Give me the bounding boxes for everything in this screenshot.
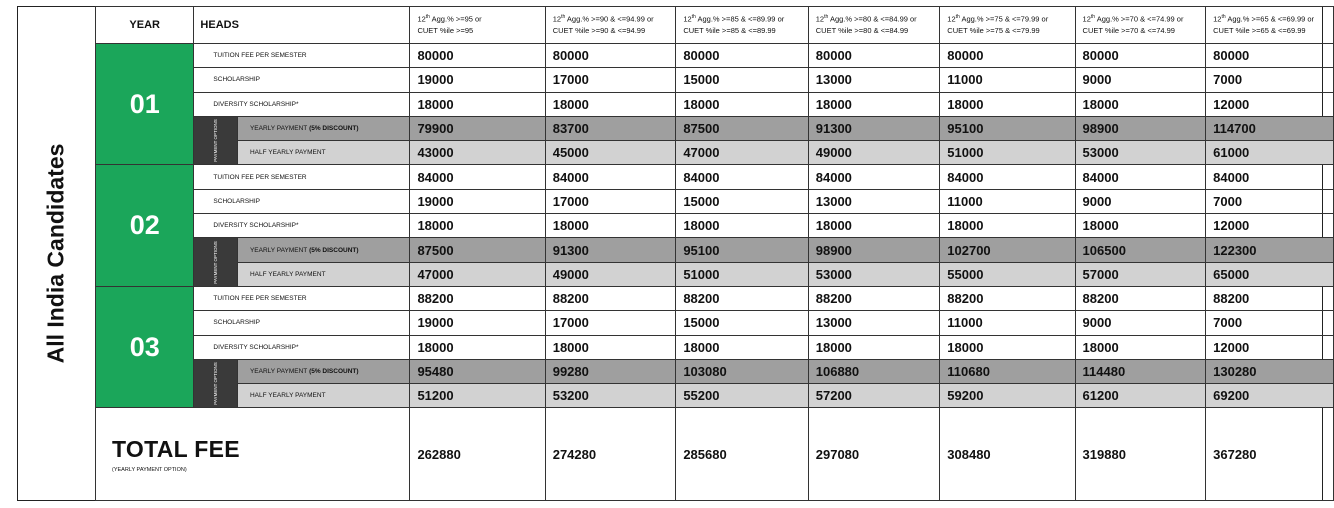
fee-value: 84000 <box>410 165 545 189</box>
fee-value: 84000 <box>1075 165 1206 189</box>
fee-value: 13000 <box>808 311 940 335</box>
fee-value: 9000 <box>1075 68 1206 92</box>
fee-value: 84000 <box>545 165 676 189</box>
fee-value: 17000 <box>545 311 676 335</box>
fee-value: 57200 <box>808 384 940 408</box>
fee-value: 61000 <box>1206 141 1334 165</box>
fee-row <box>96 141 1334 165</box>
fee-head-label: DIVERSITY SCHOLARSHIP* <box>213 100 299 108</box>
fee-value: 18000 <box>940 214 1075 238</box>
fee-head-label: DIVERSITY SCHOLARSHIP* <box>213 222 299 230</box>
fee-value: 19000 <box>410 189 545 213</box>
fee-value: 7000 <box>1206 189 1334 213</box>
payment-options-strip <box>194 116 238 165</box>
fee-value: 7000 <box>1206 68 1334 92</box>
fee-value: 15000 <box>676 68 808 92</box>
band-header: 12th Agg.% >=65 & <=69.99 or CUET %ile >=65 & <=69.99 <box>1206 7 1334 44</box>
fee-value: 53000 <box>1075 141 1206 165</box>
total-value: 367280 <box>1206 408 1334 501</box>
payment-options-strip <box>194 238 238 287</box>
fee-table <box>95 6 1334 501</box>
fee-value: 87500 <box>410 238 545 262</box>
fee-value: 80000 <box>1206 44 1334 68</box>
fee-value: 18000 <box>676 92 808 116</box>
fee-value: 95100 <box>676 238 808 262</box>
fee-value: 18000 <box>545 335 676 359</box>
fee-head-label: YEARLY PAYMENT <box>249 246 308 254</box>
fee-head <box>237 359 410 383</box>
fee-value: 87500 <box>676 116 808 140</box>
fee-head <box>194 68 410 92</box>
fee-value: 98900 <box>808 238 940 262</box>
fee-value: 84000 <box>808 165 940 189</box>
payment-options-label: PAYMENT OPTIONS <box>213 362 219 405</box>
fee-value: 43000 <box>410 141 545 165</box>
fee-value: 84000 <box>940 165 1075 189</box>
fee-value: 57000 <box>1075 262 1206 286</box>
fee-value: 9000 <box>1075 189 1206 213</box>
fee-value: 17000 <box>545 68 676 92</box>
fee-head <box>237 116 410 140</box>
total-label: TOTAL FEE <box>112 435 240 462</box>
fee-row <box>96 359 1334 383</box>
band-header: 12th Agg.% >=75 & <=79.99 or CUET %ile >=75 & <=79.99 <box>940 7 1075 44</box>
fee-row <box>96 286 1334 310</box>
band-header: 12th Agg.% >=70 & <=74.99 or CUET %ile >=70 & <=74.99 <box>1075 7 1206 44</box>
fee-value: 91300 <box>808 116 940 140</box>
fee-head-label: SCHOLARSHIP <box>213 319 261 327</box>
payment-options-label: PAYMENT OPTIONS <box>213 240 219 284</box>
fee-value: 51000 <box>676 262 808 286</box>
fee-head <box>237 141 410 165</box>
fee-value: 106880 <box>808 359 940 383</box>
fee-value: 12000 <box>1206 214 1334 238</box>
fee-head <box>194 44 410 68</box>
fee-value: 88200 <box>676 286 808 310</box>
fee-value: 84000 <box>1206 165 1334 189</box>
fee-value: 18000 <box>940 92 1075 116</box>
fee-head <box>194 311 410 335</box>
fee-head <box>194 286 410 310</box>
fee-value: 95100 <box>940 116 1075 140</box>
fee-head-discount: (5% DISCOUNT) <box>307 246 359 254</box>
total-value: 297080 <box>808 408 940 501</box>
fee-value: 18000 <box>940 335 1075 359</box>
fee-value: 49000 <box>545 262 676 286</box>
fee-value: 18000 <box>410 214 545 238</box>
fee-value: 98900 <box>1075 116 1206 140</box>
fee-value: 80000 <box>545 44 676 68</box>
fee-value: 59200 <box>940 384 1075 408</box>
fee-value: 18000 <box>410 92 545 116</box>
fee-head <box>237 262 410 286</box>
band-header: 12th Agg.% >=80 & <=84.99 or CUET %ile >=80 & <=84.99 <box>808 7 940 44</box>
fee-value: 18000 <box>1075 92 1206 116</box>
fee-head-label: TUITION FEE PER SEMESTER <box>213 173 307 181</box>
total-row <box>96 408 1334 501</box>
payment-options-strip <box>194 359 238 408</box>
fee-row <box>96 116 1334 140</box>
fee-value: 88200 <box>808 286 940 310</box>
fee-value: 45000 <box>545 141 676 165</box>
fee-value: 114480 <box>1075 359 1206 383</box>
heads-header: HEADS <box>194 7 410 44</box>
fee-value: 47000 <box>676 141 808 165</box>
year-number: 02 <box>96 165 194 286</box>
total-value: 285680 <box>676 408 808 501</box>
total-sublabel: (YEARLY PAYMENT OPTION) <box>112 466 187 473</box>
fee-row <box>96 335 1334 359</box>
fee-value: 15000 <box>676 189 808 213</box>
fee-value: 18000 <box>545 214 676 238</box>
fee-head-label: TUITION FEE PER SEMESTER <box>213 52 307 60</box>
fee-value: 110680 <box>940 359 1075 383</box>
fee-head <box>194 189 410 213</box>
fee-value: 13000 <box>808 68 940 92</box>
fee-value: 18000 <box>545 92 676 116</box>
fee-value: 18000 <box>808 92 940 116</box>
fee-value: 84000 <box>676 165 808 189</box>
fee-value: 114700 <box>1206 116 1334 140</box>
fee-value: 15000 <box>676 311 808 335</box>
fee-row <box>96 384 1334 408</box>
fee-head-label: SCHOLARSHIP <box>213 197 261 205</box>
fee-value: 11000 <box>940 311 1075 335</box>
fee-head-label: HALF YEARLY PAYMENT <box>249 392 326 400</box>
fee-value: 99280 <box>545 359 676 383</box>
fee-value: 18000 <box>410 335 545 359</box>
fee-head <box>194 335 410 359</box>
fee-row <box>96 68 1334 92</box>
fee-value: 55200 <box>676 384 808 408</box>
total-value: 262880 <box>410 408 545 501</box>
fee-value: 65000 <box>1206 262 1334 286</box>
fee-value: 53200 <box>545 384 676 408</box>
total-value: 319880 <box>1075 408 1206 501</box>
fee-head <box>194 92 410 116</box>
fee-head <box>194 165 410 189</box>
fee-value: 130280 <box>1206 359 1334 383</box>
fee-value: 7000 <box>1206 311 1334 335</box>
fee-value: 79900 <box>410 116 545 140</box>
fee-head <box>194 214 410 238</box>
fee-row <box>96 165 1334 189</box>
fee-value: 47000 <box>410 262 545 286</box>
fee-value: 80000 <box>410 44 545 68</box>
fee-row <box>96 311 1334 335</box>
fee-value: 122300 <box>1206 238 1334 262</box>
fee-value: 102700 <box>940 238 1075 262</box>
fee-value: 9000 <box>1075 311 1206 335</box>
fee-value: 49000 <box>808 141 940 165</box>
fee-value: 103080 <box>676 359 808 383</box>
fee-value: 83700 <box>545 116 676 140</box>
fee-head-label: YEARLY PAYMENT <box>249 368 308 375</box>
fee-head <box>237 384 410 408</box>
fee-value: 69200 <box>1206 384 1334 408</box>
payment-options-label: PAYMENT OPTIONS <box>213 119 219 162</box>
fee-row <box>96 238 1334 262</box>
fee-value: 80000 <box>676 44 808 68</box>
fee-row <box>96 44 1334 68</box>
band-header: 12th Agg.% >=90 & <=94.99 or CUET %ile >=90 & <=94.99 <box>545 7 676 44</box>
fee-value: 18000 <box>808 335 940 359</box>
year-header: YEAR <box>96 7 194 44</box>
fee-row <box>96 214 1334 238</box>
fee-value: 88200 <box>940 286 1075 310</box>
fee-value: 80000 <box>940 44 1075 68</box>
fee-head-discount: (5% DISCOUNT) <box>307 368 359 375</box>
fee-head-discount: (5% DISCOUNT) <box>307 125 359 133</box>
total-label-cell <box>96 408 410 501</box>
fee-row <box>96 92 1334 116</box>
fee-value: 88200 <box>1075 286 1206 310</box>
fee-value: 51200 <box>410 384 545 408</box>
fee-row <box>96 262 1334 286</box>
fee-value: 18000 <box>808 214 940 238</box>
fee-value: 61200 <box>1075 384 1206 408</box>
fee-value: 53000 <box>808 262 940 286</box>
fee-value: 19000 <box>410 311 545 335</box>
fee-value: 106500 <box>1075 238 1206 262</box>
side-label-cell <box>17 6 95 501</box>
fee-value: 18000 <box>1075 214 1206 238</box>
fee-value: 88200 <box>1206 286 1334 310</box>
fee-head-label: DIVERSITY SCHOLARSHIP* <box>213 343 299 351</box>
header-row <box>96 7 1334 44</box>
year-number: 03 <box>96 286 194 407</box>
fee-value: 19000 <box>410 68 545 92</box>
side-label: All India Candidates <box>42 143 69 364</box>
fee-value: 12000 <box>1206 92 1334 116</box>
fee-value: 18000 <box>1075 335 1206 359</box>
fee-value: 11000 <box>940 189 1075 213</box>
band-header: 12th Agg.% >=95 or CUET %ile >=95 <box>410 7 545 44</box>
fee-row <box>96 189 1334 213</box>
fee-value: 17000 <box>545 189 676 213</box>
fee-value: 91300 <box>545 238 676 262</box>
total-value: 274280 <box>545 408 676 501</box>
fee-value: 18000 <box>676 214 808 238</box>
fee-head-label: HALF YEARLY PAYMENT <box>249 270 326 278</box>
fee-value: 95480 <box>410 359 545 383</box>
fee-head-label: YEARLY PAYMENT <box>249 125 308 133</box>
year-number: 01 <box>96 44 194 165</box>
fee-value: 12000 <box>1206 335 1334 359</box>
fee-head <box>237 238 410 262</box>
fee-value: 11000 <box>940 68 1075 92</box>
fee-value: 80000 <box>808 44 940 68</box>
fee-value: 88200 <box>410 286 545 310</box>
fee-value: 88200 <box>545 286 676 310</box>
band-header: 12th Agg.% >=85 & <=89.99 or CUET %ile >=85 & <=89.99 <box>676 7 808 44</box>
fee-value: 51000 <box>940 141 1075 165</box>
fee-head-label: SCHOLARSHIP <box>213 76 261 84</box>
fee-value: 80000 <box>1075 44 1206 68</box>
fee-value: 55000 <box>940 262 1075 286</box>
total-value: 308480 <box>940 408 1075 501</box>
fee-head-label: TUITION FEE PER SEMESTER <box>213 295 307 303</box>
fee-value: 13000 <box>808 189 940 213</box>
fee-value: 18000 <box>676 335 808 359</box>
fee-head-label: HALF YEARLY PAYMENT <box>249 149 326 157</box>
